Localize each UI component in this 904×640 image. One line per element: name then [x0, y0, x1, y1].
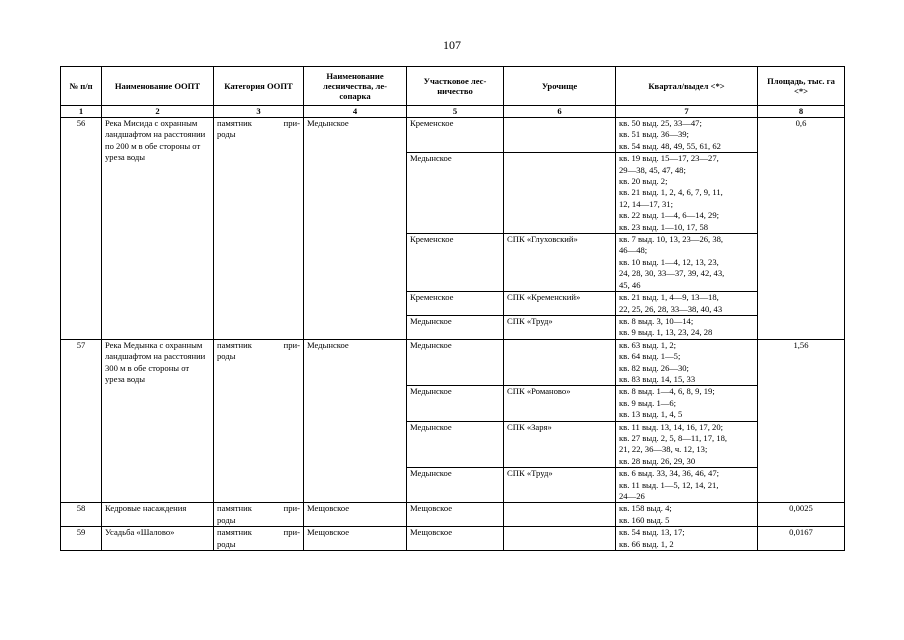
area-category — [214, 527, 304, 551]
area-value: 0,6 — [758, 118, 845, 340]
quarter-line: кв. 6 выд. 33, 34, 36, 46, 47; — [619, 468, 720, 479]
forestry-name: Мещовское — [304, 503, 407, 527]
quarter-list — [616, 503, 758, 527]
tract-name: СПК «Труд» — [504, 315, 616, 339]
tract-name: СПК «Романово» — [504, 386, 616, 421]
row-number: 57 — [61, 339, 102, 503]
header-col-category: Категория ООПТ — [214, 67, 304, 106]
district-name: Медынское — [407, 468, 504, 503]
category-line: памятник при- — [217, 503, 300, 514]
quarter-line: 21, 22, 36—38, ч. 12, 13; — [619, 444, 708, 455]
category-line: памятник при- — [217, 527, 300, 538]
column-number: 1 — [61, 106, 102, 118]
district-name: Медынское — [407, 386, 504, 421]
header-col-number: № п/п — [61, 67, 102, 106]
column-number: 2 — [102, 106, 214, 118]
row-number: 56 — [61, 118, 102, 340]
column-number: 6 — [504, 106, 616, 118]
quarter-line: кв. 9 выд. 1, 13, 23, 24, 28 — [619, 327, 713, 338]
quarter-line: 12, 14—17, 31; — [619, 198, 673, 209]
quarter-line: кв. 66 выд. 1, 2 — [619, 538, 674, 549]
area-name: Кедровые насаждения — [102, 503, 214, 527]
quarter-line: кв. 20 выд. 2; — [619, 176, 668, 187]
area-value: 0,0167 — [758, 527, 845, 551]
forestry-name: Мещовское — [304, 527, 407, 551]
quarter-line: 29—38, 45, 47, 48; — [619, 164, 686, 175]
quarter-line: кв. 54 выд. 13, 17; — [619, 527, 685, 538]
quarter-list — [616, 153, 758, 234]
area-category — [214, 339, 304, 503]
quarter-list — [616, 468, 758, 503]
tract-name — [504, 503, 616, 527]
quarter-line: кв. 28 выд. 26, 29, 30 — [619, 455, 696, 466]
quarter-line: кв. 8 выд. 3, 10—14; — [619, 315, 694, 326]
tract-name: СПК «Глуховский» — [504, 234, 616, 292]
quarter-line: кв. 22 выд. 1—4, 6—14, 29; — [619, 210, 720, 221]
area-category — [214, 503, 304, 527]
quarter-line: кв. 160 выд. 5 — [619, 514, 670, 525]
column-number: 3 — [214, 106, 304, 118]
page-number: 107 — [443, 38, 461, 52]
district-name: Кременское — [407, 234, 504, 292]
quarter-line: 24, 28, 30, 33—37, 39, 42, 43, — [619, 268, 725, 279]
quarter-line: кв. 82 выд. 26—30; — [619, 362, 689, 373]
quarter-line: 22, 25, 26, 28, 33—38, 40, 43 — [619, 303, 723, 314]
quarter-line: кв. 51 выд. 36—39; — [619, 129, 689, 140]
quarter-line: 45, 46 — [619, 279, 641, 290]
quarter-line: кв. 11 выд. 1—5, 12, 14, 21, — [619, 479, 719, 490]
district-name: Медынское — [407, 153, 504, 234]
quarter-line: кв. 23 выд. 1—10, 17, 58 — [619, 221, 709, 232]
quarter-line: кв. 11 выд. 13, 14, 16, 17, 20; — [619, 421, 723, 432]
row-number: 59 — [61, 527, 102, 551]
area-category — [214, 118, 304, 340]
protected-areas-table — [60, 66, 845, 551]
quarter-list — [616, 315, 758, 339]
area-value: 1,56 — [758, 339, 845, 503]
column-number-row — [61, 106, 845, 118]
district-name: Медынское — [407, 315, 504, 339]
header-col-tract: Урочище — [504, 67, 616, 106]
quarter-line: кв. 7 выд. 10, 13, 23—26, 38, — [619, 234, 724, 245]
table-row — [61, 339, 845, 386]
quarter-line: кв. 83 выд. 14, 15, 33 — [619, 373, 696, 384]
column-number: 4 — [304, 106, 407, 118]
quarter-line: кв. 21 выд. 1, 4—9, 13—18, — [619, 292, 719, 303]
tract-name — [504, 527, 616, 551]
row-number: 58 — [61, 503, 102, 527]
district-name: Мещовское — [407, 503, 504, 527]
table-row — [61, 503, 845, 527]
area-name: Река Медынка с охранным ландшафтом на расстоянии 300 м в обе стороны от уреза воды — [102, 339, 214, 503]
district-name: Мещовское — [407, 527, 504, 551]
quarter-line: кв. 63 выд. 1, 2; — [619, 339, 677, 350]
header-col-district: Участковое лес- ничество — [407, 67, 504, 106]
table-row — [61, 118, 845, 153]
category-line: роды — [217, 351, 236, 362]
tract-name — [504, 118, 616, 153]
column-number: 7 — [616, 106, 758, 118]
quarter-line: кв. 8 выд. 1—4, 6, 8, 9, 19; — [619, 386, 715, 397]
tract-name: СПК «Труд» — [504, 468, 616, 503]
header-col-name: Наименование ООПТ — [102, 67, 214, 106]
district-name: Медынское — [407, 421, 504, 468]
quarter-list — [616, 118, 758, 153]
header-col-area: Площадь, тыс. га <*> — [758, 67, 845, 106]
quarter-list — [616, 386, 758, 421]
quarter-line: кв. 19 выд. 15—17, 23—27, — [619, 153, 719, 164]
column-number: 8 — [758, 106, 845, 118]
area-name: Усадьба «Шалово» — [102, 527, 214, 551]
tract-name: СПК «Кременский» — [504, 292, 616, 316]
district-name: Медынское — [407, 339, 504, 386]
tract-name: СПК «Заря» — [504, 421, 616, 468]
category-line: памятник при- — [217, 118, 300, 128]
quarter-list — [616, 234, 758, 292]
district-name: Кременское — [407, 292, 504, 316]
quarter-line: 24—26 — [619, 491, 645, 501]
forestry-name: Медынское — [304, 339, 407, 503]
category-line: роды — [217, 538, 236, 549]
area-name: Река Мисида с охранным ландшафтом на расстоянии по 200 м в обе стороны от уреза воды — [102, 118, 214, 340]
forestry-name: Медынское — [304, 118, 407, 340]
quarter-list — [616, 527, 758, 551]
category-line: роды — [217, 514, 236, 525]
area-value: 0,0025 — [758, 503, 845, 527]
tract-name — [504, 153, 616, 234]
header-col-quarter: Квартал/выдел <*> — [616, 67, 758, 106]
table-row — [61, 527, 845, 551]
quarter-list — [616, 421, 758, 468]
header-row — [61, 67, 845, 106]
quarter-line: 46—48; — [619, 245, 648, 256]
quarter-line: кв. 13 выд. 1, 4, 5 — [619, 409, 683, 420]
quarter-list — [616, 292, 758, 316]
quarter-line: кв. 50 выд. 25, 33—47; — [619, 118, 702, 128]
quarter-line: кв. 158 выд. 4; — [619, 503, 672, 514]
quarter-list — [616, 339, 758, 386]
quarter-line: кв. 21 выд. 1, 2, 4, 6, 7, 9, 11, — [619, 187, 723, 198]
header-col-forestry: Наименование лесничества, ле- сопарка — [304, 67, 407, 106]
quarter-line: кв. 9 выд. 1—6; — [619, 397, 677, 408]
category-line: роды — [217, 129, 236, 140]
quarter-line: кв. 64 выд. 1—5; — [619, 351, 681, 362]
category-line: памятник при- — [217, 339, 300, 350]
tract-name — [504, 339, 616, 386]
quarter-line: кв. 54 выд. 48, 49, 55, 61, 62 — [619, 140, 721, 151]
column-number: 5 — [407, 106, 504, 118]
quarter-line: кв. 10 выд. 1—4, 12, 13, 23, — [619, 256, 719, 267]
quarter-line: кв. 27 выд. 2, 5, 8—11, 17, 18, — [619, 432, 728, 443]
district-name: Кременское — [407, 118, 504, 153]
